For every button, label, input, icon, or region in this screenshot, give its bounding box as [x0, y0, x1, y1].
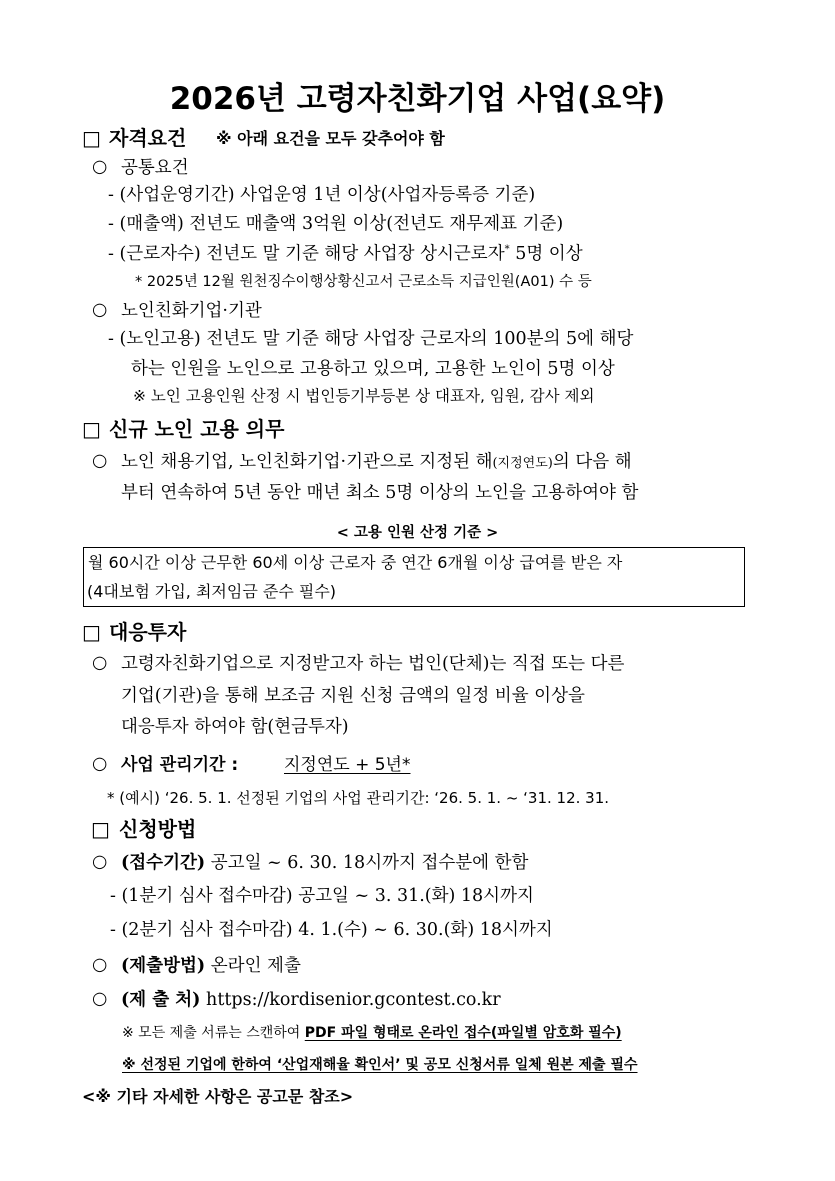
criteria-line2: (4대보험 가입, 최저임금 준수 필수) — [87, 582, 337, 601]
criteria-line1: 월 60시간 이상 근무한 60세 이상 근로자 중 연간 6개월 이상 급여를 받은 자 — [88, 553, 623, 572]
circle-bullet: ○ — [92, 754, 108, 774]
section-heading-matching-investment: 대응투자 — [109, 620, 187, 644]
submission-destination-label: (제 출 처) — [121, 990, 201, 1010]
footer-note: <※ 기타 자세한 사항은 공고문 참조> — [82, 1087, 354, 1106]
section-box-marker: □ — [91, 817, 110, 841]
document-title: 2026년 고령자친화기업 사업(요약) — [169, 81, 666, 117]
management-period-value: 지정연도 + 5년* — [284, 755, 411, 775]
hiring-obligation-text-c: 의 다음 해 — [552, 452, 632, 472]
circle-bullet: ○ — [92, 852, 108, 872]
circle-bullet: ○ — [92, 451, 108, 471]
requirement-operating-period: - (사업운영기간) 사업운영 1년 이상(사업자등록증 기준) — [108, 185, 536, 205]
footnote-mark: * — [504, 244, 510, 255]
pdf-note-emphasis: PDF 파일 형태로 온라인 접수(파일별 암호화 필수) — [304, 1025, 622, 1041]
section-heading-application: 신청방법 — [119, 817, 197, 841]
circle-bullet: ○ — [92, 300, 108, 320]
submission-url-link[interactable]: https://kordisenior.gcontest.co.kr — [206, 990, 501, 1010]
section-box-marker: □ — [82, 620, 101, 644]
matching-investment-line1: 고령자친화기업으로 지정받고자 하는 법인(단체)는 직접 또는 다른 — [121, 654, 625, 674]
section-box-marker: □ — [82, 126, 101, 150]
requirement-elderly-hiring-line2: 하는 인원을 노인으로 고용하고 있으며, 고용한 노인이 5명 이상 — [131, 359, 615, 379]
pdf-submission-note — [122, 1026, 622, 1040]
application-period-text: 공고일 ~ 6. 30. 18시까지 접수분에 한함 — [210, 853, 529, 873]
requirement-employees — [108, 245, 583, 263]
hiring-obligation-line2: 부터 연속하여 5년 동안 매년 최소 5명 이상의 노인을 고용하여야 함 — [121, 483, 639, 503]
requirement-elderly-hiring-line1: - (노인고용) 전년도 말 기준 해당 사업장 근로자의 100분의 5에 해당 — [108, 329, 634, 349]
elderly-friendly-label: 노인친화기업·기관 — [121, 301, 262, 321]
circle-bullet: ○ — [92, 157, 108, 177]
section-heading-hiring-obligation: 신규 노인 고용 의무 — [109, 417, 285, 441]
hiring-obligation-line1 — [121, 454, 632, 472]
original-documents-note: ※ 선정된 기업에 한하여 ‘산업재해율 확인서’ 및 공모 신청서류 일체 원본 제출 필수 — [122, 1057, 638, 1073]
circle-bullet: ○ — [92, 653, 108, 673]
matching-investment-line3: 대응투자 하여야 함(현금투자) — [121, 717, 349, 737]
q1-deadline: - (1분기 심사 접수마감) 공고일 ~ 3. 31.(화) 18시까지 — [110, 886, 534, 906]
matching-investment-line2: 기업(기관)을 통해 보조금 지원 신청 금액의 일정 비율 이상을 — [121, 686, 585, 706]
management-period-example: * (예시) ‘26. 5. 1. 선정된 기업의 사업 관리기간: ‘26. 5. 1. ~ ‘31. 12. 31. — [107, 789, 610, 807]
requirement-employees-tail: 5명 이상 — [515, 243, 583, 264]
hiring-obligation-text-a: 노인 채용기업, 노인친화기업·기관으로 지정된 해 — [121, 452, 493, 472]
elderly-count-exclusion-note: ※ 노인 고용인원 산정 시 법인등기부등본 상 대표자, 임원, 감사 제외 — [133, 387, 595, 405]
submission-destination — [121, 992, 501, 1010]
designation-year-note: (지정연도) — [492, 456, 553, 471]
eligibility-note: ※ 아래 요건을 모두 갖추어야 함 — [216, 129, 445, 148]
application-period-label: (접수기간) — [121, 853, 206, 873]
pdf-note-prefix: ※ 모든 제출 서류는 스캔하여 — [122, 1025, 301, 1041]
footnote-employees: * 2025년 12월 원천징수이행상황신고서 근로소득 지급인원(A01) 수 등 — [135, 274, 592, 290]
submission-method — [121, 958, 301, 976]
criteria-title: < 고용 인원 산정 기준 > — [336, 525, 499, 541]
submission-method-text: 온라인 제출 — [210, 956, 301, 976]
section-heading-eligibility: 자격요건 — [109, 126, 187, 150]
requirement-employees-text: - (근로자수) 전년도 말 기준 해당 사업장 상시근로자 — [108, 243, 505, 264]
section-box-marker: □ — [82, 417, 101, 441]
application-period — [121, 855, 528, 873]
q2-deadline: - (2분기 심사 접수마감) 4. 1.(수) ~ 6. 30.(화) 18시까지 — [110, 920, 553, 940]
management-period-label: 사업 관리기간 : — [121, 755, 239, 775]
submission-method-label: (제출방법) — [121, 956, 206, 976]
circle-bullet: ○ — [92, 955, 108, 975]
common-requirements-label: 공통요건 — [121, 158, 189, 178]
circle-bullet: ○ — [92, 989, 108, 1009]
requirement-revenue: - (매출액) 전년도 매출액 3억원 이상(전년도 재무제표 기준) — [108, 214, 564, 234]
